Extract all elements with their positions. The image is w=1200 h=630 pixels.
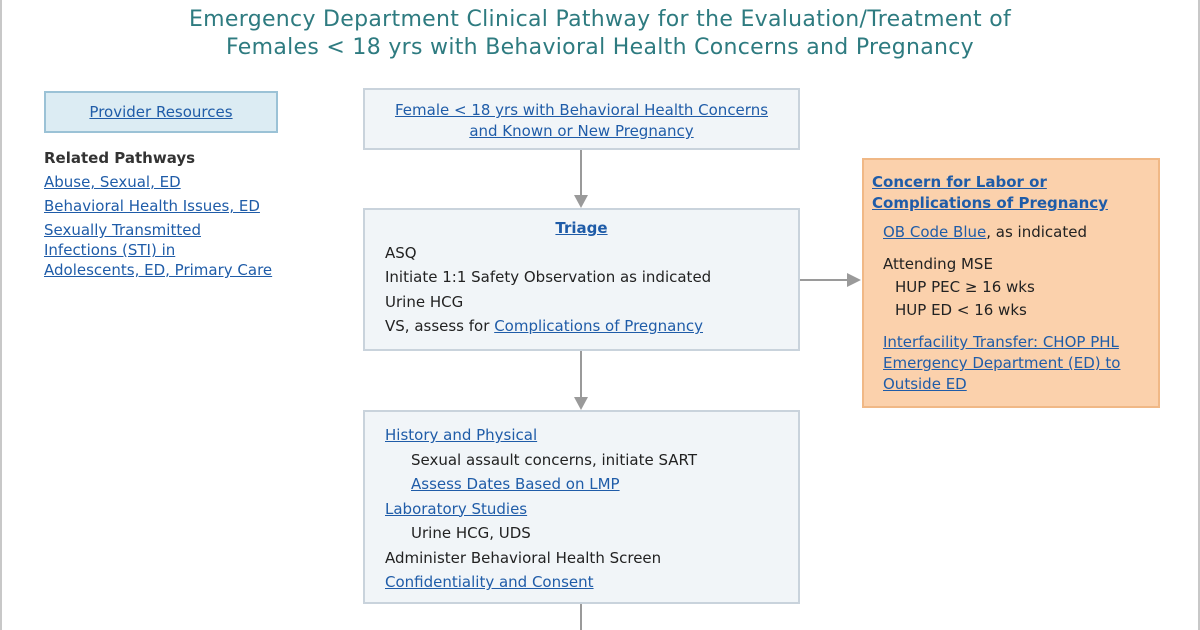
confidentiality-link[interactable]: Confidentiality and Consent [385,573,594,591]
title-line-2: Females < 18 yrs with Behavioral Health Concerns and Pregnancy [226,35,974,60]
triage-node [363,208,800,351]
related-link-sti-line-3[interactable]: Adolescents, ED, Primary Care [44,261,273,279]
triage-observation: Initiate 1:1 Safety Observation as indicated [385,268,712,286]
provider-resources-box [44,91,278,133]
provider-resources-link[interactable]: Provider Resources [89,103,233,121]
transfer-link-line-1[interactable]: Interfacility Transfer: CHOP PHL [883,333,1119,351]
transfer-link-group[interactable] [872,332,1158,395]
bh-screen-text: Administer Behavioral Health Screen [385,548,662,567]
labor-heading-line-1[interactable]: Concern for Labor or [872,173,1047,191]
triage-heading-link[interactable]: Triage [555,219,608,237]
transfer-link-line-3[interactable]: Outside ED [883,375,967,393]
attending-mse: Attending MSE [883,255,993,273]
assess-dates-link[interactable]: Assess Dates Based on LMP [411,475,620,493]
related-link-sti[interactable] [44,220,304,280]
labor-complications-node [862,158,1160,408]
laboratory-studies-link[interactable]: Laboratory Studies [385,499,528,518]
sart-text: Sexual assault concerns, initiate SART [411,450,698,469]
complications-link[interactable]: Complications of Pregnancy [494,317,703,335]
related-pathways-heading: Related Pathways [44,149,196,167]
hup-pec: HUP PEC ≥ 16 wks [895,278,1035,296]
triage-vs-line [385,314,798,339]
start-node [363,88,800,150]
triage-asq: ASQ [385,243,417,262]
evaluation-node [363,410,800,604]
triage-vs-prefix: VS, assess for [385,317,490,335]
related-link-sti-line-1[interactable]: Sexually Transmitted [44,221,201,239]
title-line-1: Emergency Department Clinical Pathway for the Evaluation/Treatment of [188,7,1011,32]
arrowhead-triage [574,195,588,208]
ob-code-blue-link[interactable]: OB Code Blue [883,223,987,241]
code-blue-line [872,222,1158,243]
start-node-link-line-1[interactable]: Female < 18 yrs with Behavioral Health Concerns [394,101,769,119]
related-link-behavioral[interactable]: Behavioral Health Issues, ED [44,197,260,215]
labor-heading-line-2[interactable]: Complications of Pregnancy [872,194,1108,212]
code-blue-suffix: , as indicated [986,223,1087,241]
triage-hcg: Urine HCG [385,292,464,311]
related-pathways [44,148,304,280]
start-node-link-line-2[interactable]: and Known or New Pregnancy [469,122,694,140]
hup-ed: HUP ED < 16 wks [895,301,1027,319]
related-link-sti-line-2[interactable]: Infections (STI) in [44,241,176,259]
related-link-abuse[interactable]: Abuse, Sexual, ED [44,173,181,191]
arrowhead-evaluation [574,397,588,410]
arrowhead-labor [847,273,861,287]
labs-detail-text: Urine HCG, UDS [411,524,531,542]
transfer-link-line-2[interactable]: Emergency Department (ED) to [883,354,1121,372]
history-physical-link[interactable]: History and Physical [385,426,538,444]
